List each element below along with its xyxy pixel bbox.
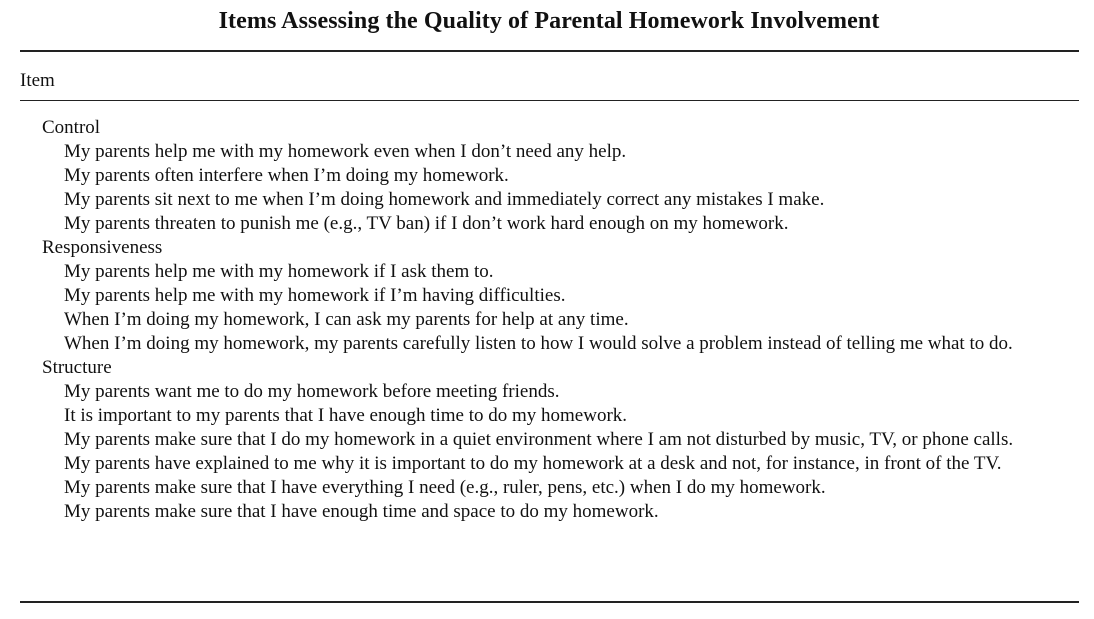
- table-row: My parents want me to do my homework before meeting friends.: [64, 381, 560, 402]
- table-row: My parents make sure that I have enough time and space to do my homework.: [64, 501, 659, 522]
- section-label: Structure: [42, 357, 112, 378]
- bottom-rule: [20, 601, 1079, 603]
- table-title: Items Assessing the Quality of Parental Homework Involvement: [218, 8, 880, 34]
- section-label: Control: [42, 117, 101, 138]
- table-row: My parents make sure that I have everything I need (e.g., ruler, pens, etc.) when I do my homework.: [64, 477, 826, 498]
- header-rule: [20, 100, 1079, 101]
- table-body: [20, 116, 1079, 524]
- table-row: My parents make sure that I do my homework in a quiet environment where I am not disturbed by music, TV, or phone calls.: [64, 429, 1014, 450]
- table-row: My parents often interfere when I’m doing my homework.: [64, 165, 509, 186]
- column-header-item: Item: [20, 70, 55, 91]
- table-row: My parents threaten to punish me (e.g., TV ban) if I don’t work hard enough on my homework.: [64, 213, 789, 234]
- section-responsiveness: [20, 236, 1079, 356]
- table-row: My parents help me with my homework if I ask them to.: [64, 261, 494, 282]
- section-label: Responsiveness: [42, 237, 163, 258]
- table-row: When I’m doing my homework, my parents carefully listen to how I would solve a problem instead of telling me what to do.: [64, 333, 1013, 354]
- table-row: When I’m doing my homework, I can ask my parents for help at any time.: [64, 309, 629, 330]
- table-row: My parents help me with my homework if I’m having difficulties.: [64, 285, 566, 306]
- table-row: My parents sit next to me when I’m doing homework and immediately correct any mistakes I make.: [64, 189, 825, 210]
- table-row: My parents help me with my homework even when I don’t need any help.: [64, 141, 627, 162]
- top-rule: [20, 50, 1079, 52]
- table-row: It is important to my parents that I have enough time to do my homework.: [64, 405, 628, 426]
- table-row: My parents have explained to me why it is important to do my homework at a desk and not, for instance, in front of the TV.: [64, 453, 1002, 474]
- section-control: [20, 116, 1079, 236]
- section-structure: [20, 356, 1079, 524]
